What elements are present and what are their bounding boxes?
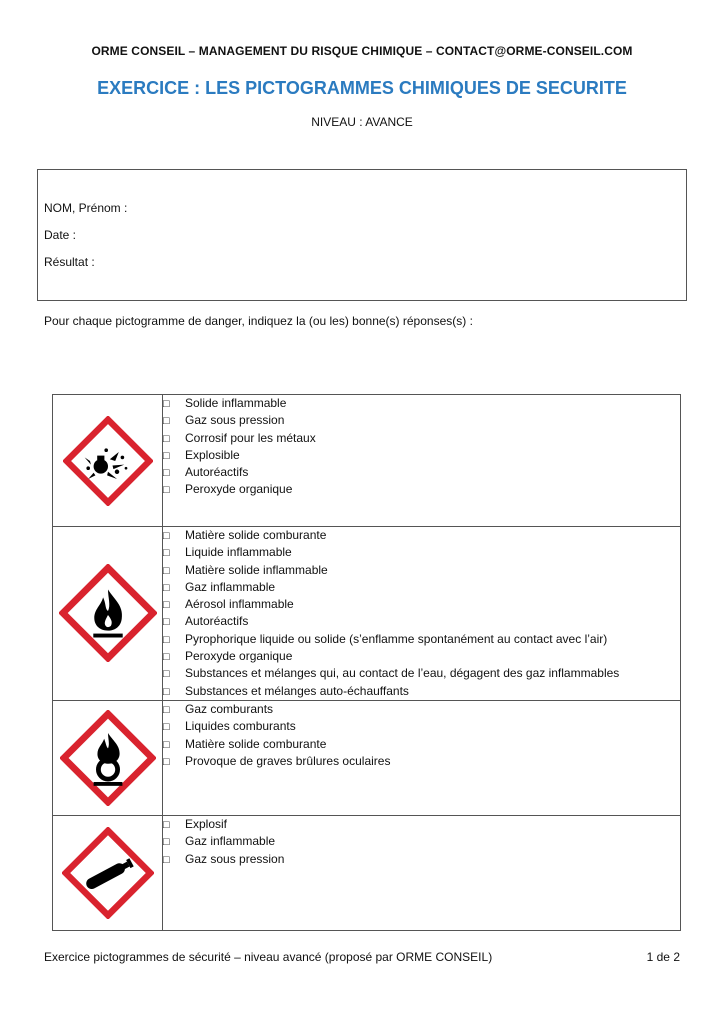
checkbox-icon[interactable]: □ [163, 633, 170, 646]
question-row [53, 395, 681, 527]
options-cell [163, 527, 681, 701]
option-label: Peroxyde organique [185, 649, 293, 664]
checkbox-icon[interactable]: □ [163, 467, 170, 480]
option-label: Substances et mélanges auto-échauffants [185, 683, 409, 698]
option-item[interactable] [163, 816, 680, 833]
option-item[interactable] [163, 701, 680, 718]
option-label: Matière solide inflammable [185, 562, 328, 577]
checkbox-icon[interactable]: □ [163, 484, 170, 497]
option-item[interactable] [163, 718, 680, 735]
options-list [163, 816, 680, 868]
exploding-bomb-icon [63, 416, 153, 506]
checkbox-icon[interactable]: □ [163, 836, 170, 849]
option-label: Matière solide comburante [185, 736, 327, 751]
pictogram-cell [53, 700, 163, 815]
flame-over-circle-icon [60, 710, 156, 806]
option-label: Peroxyde organique [185, 482, 293, 497]
option-item[interactable] [163, 665, 680, 682]
flame-icon [59, 564, 157, 662]
checkbox-icon[interactable]: □ [163, 818, 170, 831]
option-label: Corrosif pour les métaux [185, 430, 316, 445]
option-item[interactable] [163, 631, 680, 648]
option-label: Autoréactifs [185, 465, 249, 480]
option-item[interactable] [163, 683, 680, 700]
option-item[interactable] [163, 544, 680, 561]
option-item[interactable] [163, 447, 680, 464]
option-item[interactable] [163, 464, 680, 481]
option-item[interactable] [163, 562, 680, 579]
pictogram-cell [53, 395, 163, 527]
options-cell [163, 700, 681, 815]
checkbox-icon[interactable]: □ [163, 651, 170, 664]
checkbox-icon[interactable]: □ [163, 581, 170, 594]
checkbox-icon[interactable]: □ [163, 668, 170, 681]
pictogram-cell [53, 527, 163, 701]
date-field-label: Date : [44, 228, 77, 242]
option-item[interactable] [163, 430, 680, 447]
result-field-label: Résultat : [44, 255, 95, 269]
option-label: Liquide inflammable [185, 545, 292, 560]
checkbox-icon[interactable]: □ [163, 755, 170, 768]
option-item[interactable] [163, 395, 680, 412]
checkbox-icon[interactable]: □ [163, 564, 170, 577]
option-label: Aérosol inflammable [185, 597, 294, 612]
question-row [53, 815, 681, 930]
checkbox-icon[interactable]: □ [163, 449, 170, 462]
level-label: NIVEAU : AVANCE [311, 115, 413, 129]
option-label: Explosif [185, 816, 228, 831]
checkbox-icon[interactable]: □ [163, 398, 170, 410]
option-item[interactable] [163, 481, 680, 498]
checkbox-icon[interactable]: □ [163, 616, 170, 629]
identity-box [37, 169, 687, 301]
option-label: Gaz inflammable [185, 834, 276, 849]
checkbox-icon[interactable]: □ [163, 703, 170, 716]
option-label: Pyrophorique liquide ou solide (s’enflamme spontanément au contact avec l’air) [185, 631, 608, 646]
checkbox-icon[interactable]: □ [163, 721, 170, 734]
checkbox-icon[interactable]: □ [163, 530, 170, 542]
options-list [163, 527, 680, 700]
checkbox-icon[interactable]: □ [163, 547, 170, 560]
checkbox-icon[interactable]: □ [163, 415, 170, 428]
checkbox-icon[interactable]: □ [163, 738, 170, 751]
options-cell [163, 395, 681, 527]
option-item[interactable] [163, 527, 680, 544]
option-label: Liquides comburants [185, 719, 296, 734]
option-label: Gaz sous pression [185, 851, 285, 866]
option-label: Explosible [185, 447, 240, 462]
option-item[interactable] [163, 613, 680, 630]
checkbox-icon[interactable]: □ [163, 685, 170, 698]
name-field-label: NOM, Prénom : [44, 201, 128, 215]
footer-text: Exercice pictogrammes de sécurité – niveau avancé (proposé par ORME CONSEIL) [44, 950, 493, 964]
pictogram-cell [53, 815, 163, 930]
option-item[interactable] [163, 753, 680, 770]
page-title: EXERCICE : LES PICTOGRAMMES CHIMIQUES DE SECURITE [97, 78, 627, 98]
options-cell [163, 815, 681, 930]
option-item[interactable] [163, 579, 680, 596]
option-item[interactable] [163, 851, 680, 868]
question-row [53, 527, 681, 701]
options-list [163, 701, 680, 770]
option-item[interactable] [163, 736, 680, 753]
option-label: Gaz sous pression [185, 413, 285, 428]
page-number: 1 de 2 [646, 950, 680, 964]
option-label: Solide inflammable [185, 396, 287, 410]
option-label: Gaz inflammable [185, 579, 276, 594]
question-row [53, 700, 681, 815]
option-item[interactable] [163, 833, 680, 850]
option-label: Autoréactifs [185, 614, 249, 629]
checkbox-icon[interactable]: □ [163, 599, 170, 612]
gas-cylinder-icon [62, 827, 154, 919]
option-item[interactable] [163, 648, 680, 665]
option-label: Substances et mélanges qui, au contact de l’eau, dégagent des gaz inflammables [185, 666, 620, 681]
options-list [163, 395, 680, 499]
instruction-text: Pour chaque pictogramme de danger, indiquez la (ou les) bonne(s) réponses(s) : [44, 314, 473, 328]
option-label: Provoque de graves brûlures oculaires [185, 753, 391, 768]
option-item[interactable] [163, 596, 680, 613]
checkbox-icon[interactable]: □ [163, 432, 170, 445]
checkbox-icon[interactable]: □ [163, 853, 170, 866]
option-item[interactable] [163, 412, 680, 429]
page-header: ORME CONSEIL – MANAGEMENT DU RISQUE CHIMIQUE – CONTACT@ORME-CONSEIL.COM [91, 44, 633, 58]
option-label: Gaz comburants [185, 701, 274, 716]
option-label: Matière solide comburante [185, 528, 327, 542]
pictogram-quiz-table [52, 394, 681, 931]
